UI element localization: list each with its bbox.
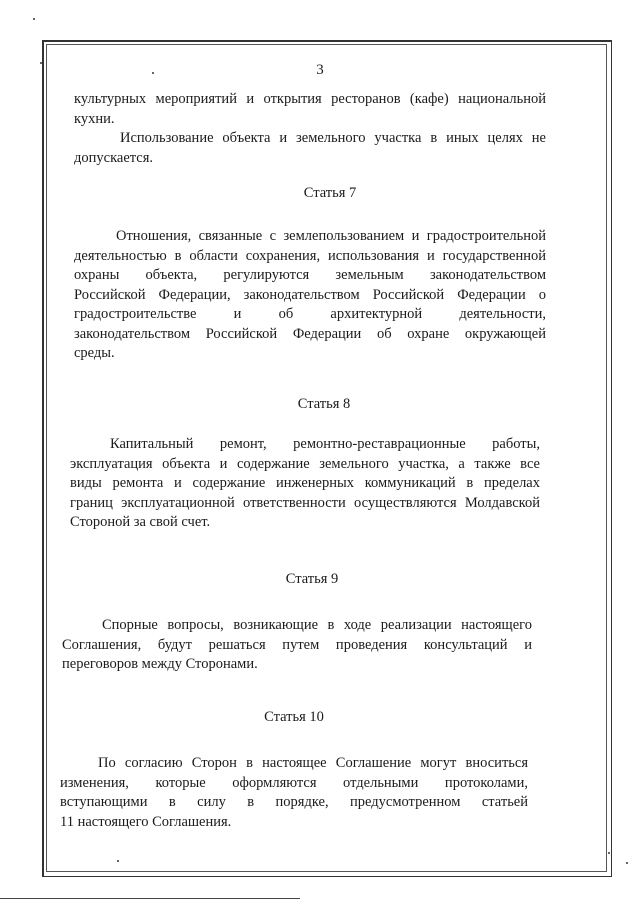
text-line: Российской Федерации, законодательством Российской Федерации о [74,286,546,303]
heading-article-7: Статья 7 [303,185,357,201]
text-line: изменения, которые оформляются отдельными протоколами, [60,774,528,791]
text-line: Капитальный ремонт, ремонтно-реставрационные работы, [110,436,540,452]
text-line: вступающими в силу в порядке, предусмотренном статьей [60,794,528,810]
text-line: охраны объекта, регулируются земельным законодательством [74,267,546,283]
text-line: кухни. [74,110,115,127]
paragraph-3 [74,227,546,364]
text-line: допускается. [74,149,154,166]
text-line: переговоров между Сторонами. [62,656,258,672]
text-line: среды. [74,345,115,361]
text-line: Спорные вопросы, возникающие в ходе реализации настоящего [102,617,532,633]
paragraph-1 [74,90,546,129]
text-line: границ эксплуатационной ответственности осуществляются Молдавской [70,494,540,511]
scan-speck [33,18,35,20]
bottom-rule [0,898,300,899]
text-line: законодательством Российской Федерации об охране окружающей [74,325,546,342]
scan-speck [626,862,628,864]
text-line: эксплуатация объекта и содержание земельного участка, а также все [70,455,540,472]
text-line: виды ремонта и содержание инженерных коммуникаций в пределах [70,475,540,491]
text-line: 11 настоящего Соглашения. [60,813,232,830]
text-line: градостроительстве и об архитектурной деятельности, [74,306,546,322]
scan-speck [117,860,119,862]
paragraph-5 [62,616,532,675]
text-line: деятельностью в области сохранения, использования и государственной [74,247,546,264]
text-line: По согласию Сторон в настоящее Соглашение могут вноситься [98,755,528,771]
text-line: Использование объекта и земельного участка в иных целях не [120,130,546,146]
heading-article-8: Статья 8 [297,396,351,412]
heading-article-10: Статья 10 [264,709,324,725]
text-line: Соглашения, будут решаться путем проведения консультаций и [62,636,532,653]
page-number: 3 [316,62,324,78]
paragraph-6 [60,754,528,832]
paragraph-2 [74,129,546,168]
text-line: Отношения, связанные с землепользованием и градостроительной [116,228,546,244]
paragraph-4 [70,435,540,533]
text-line: Стороной за свой счет. [70,514,211,530]
heading-article-9: Статья 9 [285,571,339,587]
scan-speck [608,852,610,854]
text-line: культурных мероприятий и открытия ресторанов (кафе) национальной [74,91,546,107]
